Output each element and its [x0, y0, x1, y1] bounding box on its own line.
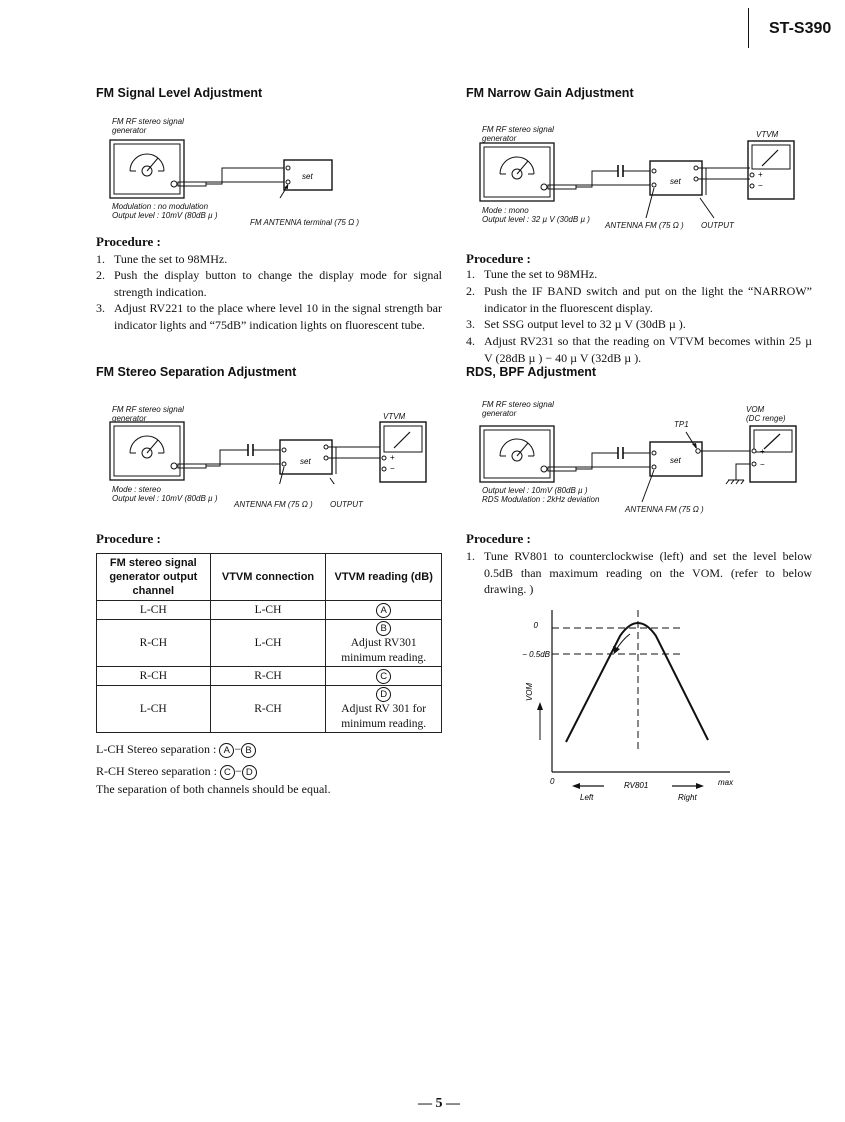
note-line-2: Output level : 10mV (80dB µ ) [112, 494, 218, 503]
origin-label: 0 [550, 777, 555, 786]
direction-arrow-icon [616, 634, 630, 650]
mode-note [112, 485, 218, 503]
procedure-step: 3. Adjust RV221 to the place where level 10 in the signal strength bar indicator lights and “75dB” indication lights on fluorescent tube. [96, 301, 442, 332]
cell-connection: R-CH [210, 667, 326, 686]
vom-graph [500, 600, 750, 810]
page-number: — 5 — [418, 1096, 460, 1111]
cell-channel: R-CH [97, 620, 211, 667]
procedure-step: 1. Tune the set to 98MHz. [466, 267, 598, 281]
reading-note: Adjust RV301 [350, 636, 417, 649]
section-title-stereo-separation: FM Stereo Separation Adjustment [96, 365, 297, 379]
note-line-2: RDS Modulation : 2kHz deviation [482, 495, 600, 504]
cell-reading [326, 601, 442, 620]
response-curve [566, 623, 708, 742]
model-number: ST-S390 [769, 20, 832, 37]
set-label: set [670, 456, 681, 465]
cell-reading [326, 686, 442, 733]
output-label: OUTPUT [701, 221, 734, 230]
circled-mark: B [376, 621, 391, 636]
set-label: set [302, 172, 313, 181]
note-line-2: Output level : 32 µ V (30dB µ ) [482, 215, 590, 224]
tick-0: 0 [533, 621, 538, 630]
tp1-label: TP1 [674, 420, 689, 429]
y-arrow-icon [537, 702, 543, 710]
procedure-step: 2. Push the display button to change the display mode for signal strength indication. [96, 268, 442, 299]
minus-terminal: − [758, 181, 763, 190]
minus-terminal: − [760, 460, 765, 469]
antenna-label: ANTENNA FM (75 Ω ) [625, 505, 704, 514]
table-row [97, 601, 442, 620]
note-line-1: Mode : mono [482, 206, 529, 215]
circled-mark: A [376, 603, 391, 618]
signal-level-diagram [108, 138, 348, 202]
signal-generator-box [110, 422, 184, 480]
signal-generator-box [110, 140, 184, 198]
procedure-step: 2. Push the IF BAND switch and put on the light the “NARROW” indicator in the fluorescent display. [466, 284, 812, 315]
cell-channel: L-CH [97, 686, 211, 733]
vom-label: VOM (DC renge) [746, 405, 786, 423]
vtvm-label: VTVM [756, 130, 779, 139]
y-axis-label: VOM [525, 682, 534, 702]
procedure-step: 1. Tune the set to 98MHz. [96, 252, 228, 266]
section-title-rds-bpf: RDS, BPF Adjustment [466, 365, 597, 379]
cell-reading [326, 620, 442, 667]
header-rule [748, 8, 749, 48]
antenna-label: ANTENNA FM (75 Ω ) [234, 500, 313, 509]
note-line-1: Modulation : no modulation [112, 202, 209, 211]
table-row [97, 667, 442, 686]
cell-channel: L-CH [97, 601, 211, 620]
vtvm-meter [748, 141, 794, 199]
left-label: Left [580, 793, 594, 802]
circled-mark: A [219, 743, 234, 758]
set-label: set [300, 457, 311, 466]
modulation-note [112, 202, 218, 220]
col-header: VTVM connection [210, 554, 326, 601]
procedure-heading: Procedure : [466, 531, 531, 546]
equal-note: The separation of both channels should be equal. [96, 782, 331, 796]
generator-label: FM RF stereo signal generator [112, 117, 184, 135]
lch-separation: L-CH Stereo separation : A − B [96, 742, 256, 758]
col-header: FM stereo signal generator output channel [97, 554, 211, 601]
stereo-separation-diagram [108, 420, 438, 484]
generator-label: FM RF stereo signal generator [482, 400, 554, 418]
vom-meter [750, 426, 796, 482]
section-title-narrow-gain: FM Narrow Gain Adjustment [466, 86, 634, 100]
mode-note [482, 206, 590, 224]
cell-reading [326, 667, 442, 686]
note-line-1: Output level : 10mV (80dB µ ) [482, 486, 588, 495]
table-header-row [97, 554, 442, 601]
cell-channel: R-CH [97, 667, 211, 686]
plus-terminal: + [390, 453, 395, 462]
circled-mark: C [376, 669, 391, 684]
table-row [97, 620, 442, 667]
circled-mark: D [376, 687, 391, 702]
generator-label: FM RF stereo signal generator [482, 125, 554, 143]
cell-connection: L-CH [210, 601, 326, 620]
reading-note: minimum reading. [341, 651, 427, 664]
signal-generator-box [480, 143, 554, 201]
note-line-1: Mode : stereo [112, 485, 161, 494]
antenna-label: ANTENNA FM (75 Ω ) [605, 221, 684, 230]
procedure-step: 4. Adjust RV231 so that the reading on VTVM becomes within 25 µ V (28dB µ ) − 40 µ V (32dB µ ). [466, 334, 812, 365]
section-title-signal-level: FM Signal Level Adjustment [96, 86, 263, 100]
procedure-step: 1. Tune RV801 to counterclockwise (left) and set the level below 0.5dB than maximum reading on the VOM. (refer to below drawing. ) [466, 549, 812, 596]
rch-separation: R-CH Stereo separation : C − D [96, 764, 257, 780]
right-arrow-icon [696, 783, 704, 789]
cell-connection: L-CH [210, 620, 326, 667]
minus-terminal: − [390, 464, 395, 473]
procedure-heading: Procedure : [466, 251, 531, 266]
procedure-heading: Procedure : [96, 531, 161, 546]
vtvm-label: VTVM [383, 412, 406, 421]
left-arrow-icon [572, 783, 580, 789]
plus-terminal: + [758, 170, 763, 179]
tick-05db: − 0.5dB [522, 650, 550, 659]
reading-note: Adjust RV 301 for [341, 702, 427, 715]
max-label: max [718, 778, 734, 787]
output-label: OUTPUT [330, 500, 363, 509]
procedure-heading: Procedure : [96, 234, 161, 249]
procedure-step: 3. Set SSG output level to 32 µ V (30dB µ ). [466, 317, 686, 331]
signal-generator-box [480, 426, 554, 482]
right-label: Right [678, 793, 697, 802]
note-line-2: Output level : 10mV (80dB µ ) [112, 211, 218, 220]
generator-label: FM RF stereo signal generator [112, 405, 184, 423]
reading-note: minimum reading. [341, 717, 427, 730]
circled-mark: B [241, 743, 256, 758]
table-row [97, 686, 442, 733]
separation-table [96, 553, 442, 733]
circled-mark: C [220, 765, 235, 780]
set-label: set [670, 177, 681, 186]
cell-connection: R-CH [210, 686, 326, 733]
col-header: VTVM reading (dB) [326, 554, 442, 601]
plus-terminal: + [760, 447, 765, 456]
output-note [482, 486, 599, 504]
x-axis-label: RV801 [624, 781, 649, 790]
antenna-label: FM ANTENNA terminal (75 Ω ) [250, 218, 360, 227]
circled-mark: D [242, 765, 257, 780]
